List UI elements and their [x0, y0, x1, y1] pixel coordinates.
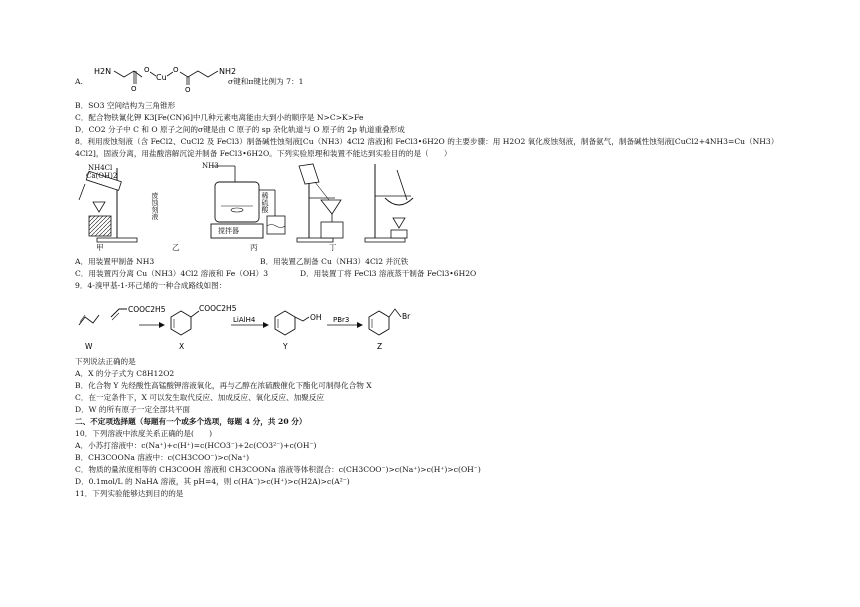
yi-stirrer-label: 搅拌器 [218, 227, 239, 235]
q7-option-a-text: σ键和π键比例为 7：1 [228, 77, 304, 86]
q10-option-b: B．CH3COONa 溶液中：c(CH3COO⁻)>c(Na⁺) [75, 453, 250, 462]
q7-option-a-prefix: A. [75, 77, 83, 86]
q10-option-d: D．0.1mol/L 的 NaHA 溶液，其 pH=4，则 c(HA⁻)>c(H⁺)>c(H2A)>c(A²⁻) [75, 477, 350, 486]
reagent-pbr3: PBr3 [333, 316, 350, 324]
svg-text:O: O [131, 85, 137, 93]
q9-prompt: 下列说法正确的是 [75, 357, 136, 366]
y-hydroxyl-label: OH [310, 313, 322, 322]
jia-reagent-nh4cl: NH4Cl [88, 164, 113, 172]
q10-stem: 10．下列溶液中浓度关系正确的是( ) [75, 429, 213, 438]
reagent-lialh4: LiAlH4 [233, 316, 256, 324]
nh2-right-label: NH2 [219, 67, 237, 76]
q9-option-a: A．X 的分子式为 C8H12O2 [75, 369, 175, 378]
compound-x-label: X [179, 342, 185, 351]
x-ester-label: COOC2H5 [199, 304, 237, 313]
q7-option-c: C．配合物铁氰化钾 K3[Fe(CN)6]中几种元素电离能由大到小的顺序是 N>C>K>Fe [75, 113, 364, 122]
z-bromo-label: Br [402, 312, 411, 321]
acrylate-ester-label: COOC2H5 [128, 305, 166, 314]
jia-reagent-caoh2: Ca(OH)2 [86, 172, 118, 180]
o-right-label: O [173, 66, 179, 74]
q8-stem-line2: 4Cl2]，固液分离，用盐酸溶解沉淀并制备 FeCl3•6H2O。下列实验原理和装置不能达到实验目的的是（ ） [75, 149, 452, 158]
o-left-label: O [144, 66, 150, 74]
compound-z-label: Z [377, 342, 383, 351]
q9-option-c: C．在一定条件下，X 可以发生取代反应、加成反应、氧化反应、加聚反应 [75, 393, 325, 402]
q10-option-a: A．小苏打溶液中：c(Na⁺)+c(H⁺)=c(HCO3⁻)+2c(CO3²⁻)+c(OH⁻) [75, 441, 317, 450]
apparatus-ding [365, 164, 413, 242]
nh2-left-label: H2N [94, 67, 112, 76]
q8-option-d: D．用装置丁将 FeCl3 溶液蒸干制备 FeCl3•6H2O [300, 269, 477, 278]
synthesis-scheme [75, 295, 435, 357]
q9-option-b: B．化合物 Y 先经酸性高锰酸钾溶液氧化，再与乙醇在浓硫酸催化下酯化可制得化合物 X [75, 381, 372, 390]
q10-option-c: C．物质的量浓度相等的 CH3COOH 溶液和 CH3COONa 溶液等体积混合：c(CH3COO⁻)>c(Na⁺)>c(H⁺)>c(OH⁻) [75, 465, 481, 474]
caption-yi: 乙 [172, 243, 180, 252]
apparatus-bing [297, 164, 343, 242]
caption-ding: 丁 [329, 243, 337, 252]
compound-y-label: Y [283, 342, 288, 351]
copper-glycinate-structure [90, 58, 270, 94]
caption-bing: 丙 [250, 243, 258, 252]
svg-text:O: O [185, 86, 191, 94]
q7-option-b: B．SO3 空间结构为三角锥形 [75, 101, 176, 110]
cu-label: Cu [156, 73, 167, 82]
q8-option-a: A．用装置甲制备 NH3 [75, 257, 155, 266]
q11-stem: 11．下列实验能够达到目的的是 [75, 489, 184, 498]
q8-stem-line1: 8．利用废蚀刻液（含 FeCl2、CuCl2 及 FeCl3）制备碱性蚀刻液[Cu（NH3）4Cl2 溶液]和 FeCl3•6H2O 的主要步骤：用 H2O2 氧化废蚀刻液，制备氨气，制备碱性蚀刻液[CuCl2+4NH3=Cu（NH3） [75, 137, 779, 146]
q9-stem: 9．4-溴甲基-1-环己烯的一种合成路线如图： [75, 281, 227, 290]
yi-left-label: 废蚀刻液 [151, 192, 159, 220]
yi-right-label: 稀硫酸 [261, 192, 269, 213]
section-2-heading: 二、不定项选择题（每题有一个或多个选项，每题 4 分，共 20 分） [75, 417, 307, 426]
q9-option-d: D．W 的所有原子一定全部共平面 [75, 405, 191, 414]
q8-option-c: C．用装置丙分离 Cu（NH3）4Cl2 溶液和 Fe（OH）3 [75, 269, 269, 278]
caption-jia: 甲 [96, 243, 104, 252]
q7-option-d: D．CO2 分子中 C 和 O 原子之间的σ键是由 C 原子的 sp 杂化轨道与 O 原子的 2p 轨道重叠形成 [75, 125, 405, 134]
q8-option-b: B．用装置乙制备 Cu（NH3）4Cl2 并沉铁 [260, 257, 409, 266]
yi-nh3-label: NH3 [202, 162, 219, 170]
compound-w-label: W [85, 342, 93, 351]
